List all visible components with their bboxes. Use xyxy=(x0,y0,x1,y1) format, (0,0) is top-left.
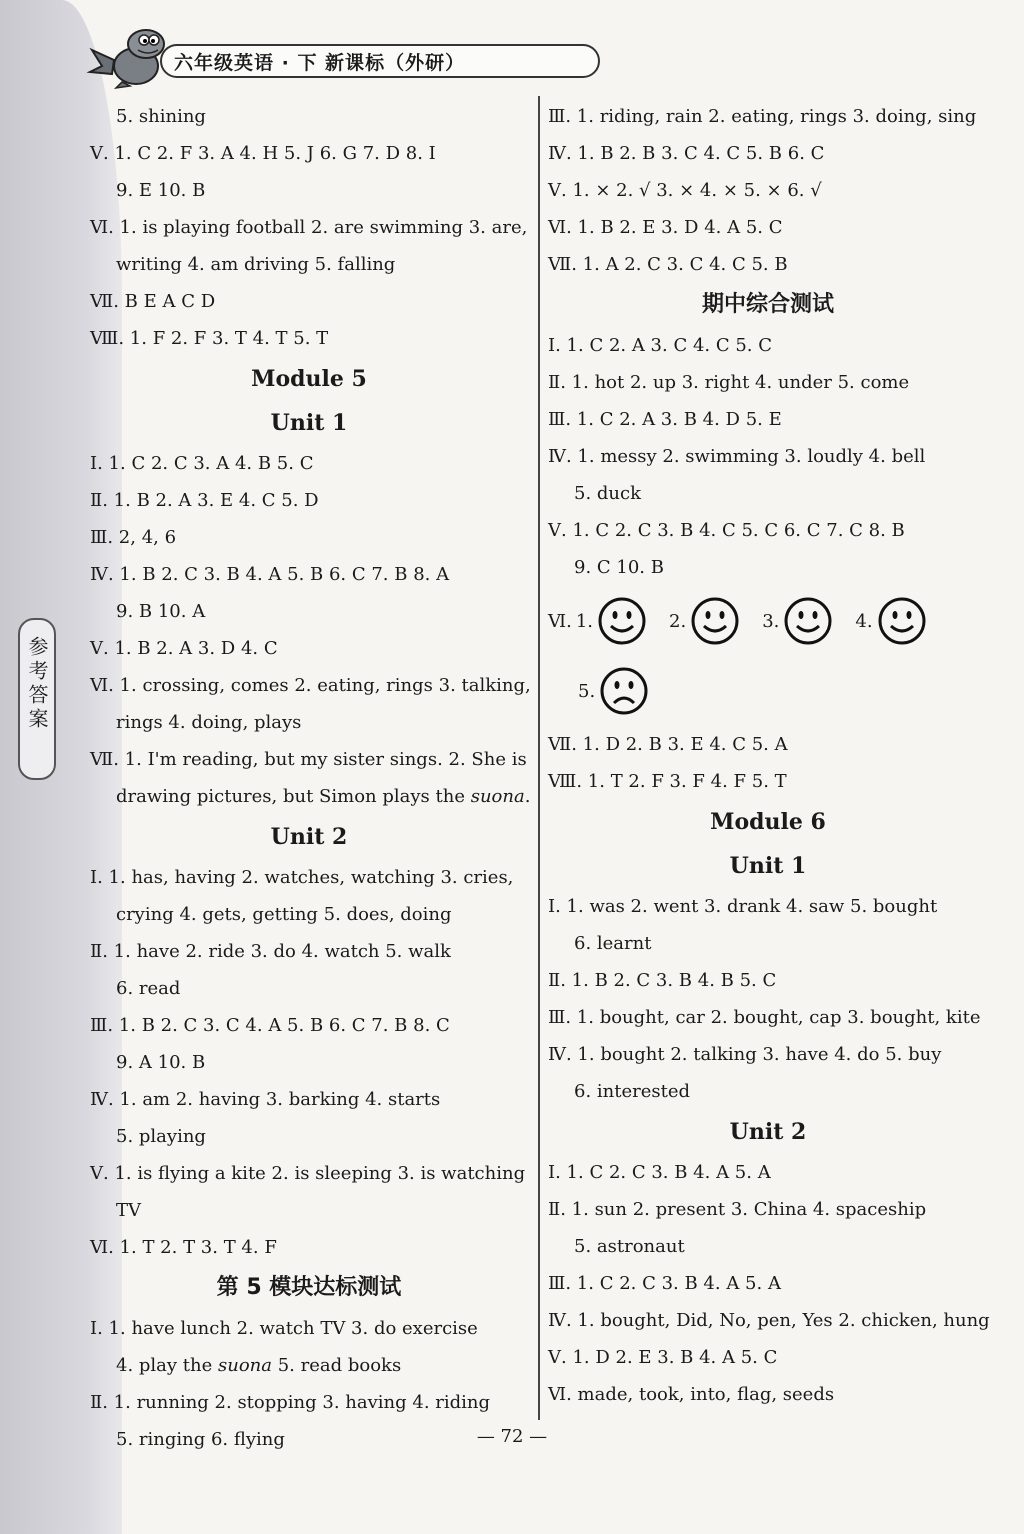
answer-line: 6. interested xyxy=(574,1081,691,1102)
answer-line: Ⅱ. 1. have 2. ride 3. do 4. watch 5. walk xyxy=(90,941,451,962)
answer-line: Ⅵ. made, took, into, flag, seeds xyxy=(548,1384,835,1405)
answer-line: Ⅱ. 1. B 2. A 3. E 4. C 5. D xyxy=(90,490,319,511)
answer-line: 9. C 10. B xyxy=(574,557,664,578)
answer-line: Ⅲ. 1. B 2. C 3. C 4. A 5. B 6. C 7. B 8. C xyxy=(90,1015,450,1036)
answer-line: Ⅴ. 1. D 2. E 3. B 4. A 5. C xyxy=(548,1347,778,1368)
answer-line: Ⅰ. 1. has, having 2. watches, watching 3. cries, xyxy=(90,867,514,888)
answer-line: TV xyxy=(116,1200,142,1221)
answer-line: Ⅶ. 1. A 2. C 3. C 4. C 5. B xyxy=(548,254,788,275)
answer-line: Ⅳ. 1. bought 2. talking 3. have 4. do 5. buy xyxy=(548,1044,942,1065)
answer-line: 5. shining xyxy=(116,106,206,127)
answer-line: Ⅵ. 1. crossing, comes 2. eating, rings 3. talking, xyxy=(90,675,531,696)
answer-line: Ⅱ. 1. running 2. stopping 3. having 4. riding xyxy=(90,1392,491,1413)
answer-line: Ⅴ. 1. C 2. C 3. B 4. C 5. C 6. C 7. C 8. B xyxy=(548,520,905,541)
side-tab-label: 参考答案 xyxy=(25,636,49,732)
answer-line: Ⅴ. 1. C 2. F 3. A 4. H 5. J 6. G 7. D 8. I xyxy=(90,143,436,164)
answer-line: 5. playing xyxy=(116,1126,206,1147)
module-heading: Module 5 xyxy=(251,366,367,392)
answer-line: Ⅷ. 1. F 2. F 3. T 4. T 5. T xyxy=(90,328,329,349)
unit-heading: Unit 1 xyxy=(270,410,348,436)
answer-line: 4. play the suona 5. read books xyxy=(116,1355,402,1376)
answer-line: Ⅱ. 1. B 2. C 3. B 4. B 5. C xyxy=(548,970,777,991)
face-item xyxy=(762,596,833,646)
answer-line: Ⅶ. 1. D 2. B 3. E 4. C 5. A xyxy=(548,734,788,755)
answer-line: writing 4. am driving 5. falling xyxy=(116,254,396,275)
column-divider xyxy=(538,96,540,1420)
answer-line: Ⅵ. 1. T 2. T 3. T 4. F xyxy=(90,1237,277,1258)
answer-line: Ⅶ. B E A C D xyxy=(90,291,216,312)
page-header xyxy=(86,40,526,84)
face-number: 3. xyxy=(762,610,780,632)
answer-line: Ⅳ. 1. am 2. having 3. barking 4. starts xyxy=(90,1089,441,1110)
happy-face-icon xyxy=(877,596,927,646)
right-column xyxy=(548,98,988,1413)
unit-heading: Unit 2 xyxy=(729,1119,807,1145)
answer-line: Ⅰ. 1. C 2. C 3. A 4. B 5. C xyxy=(90,453,314,474)
answer-line: 5. ringing 6. flying xyxy=(116,1429,285,1450)
side-tab xyxy=(18,618,56,780)
midterm-heading: 期中综合测试 xyxy=(701,292,834,317)
answer-line: Ⅳ. 1. messy 2. swimming 3. loudly 4. bell xyxy=(548,446,926,467)
face-item xyxy=(855,596,926,646)
answer-line: 6. read xyxy=(116,978,181,999)
answer-line: 5. duck xyxy=(574,483,641,504)
answer-line: Ⅴ. 1. × 2. √ 3. × 4. × 5. × 6. √ xyxy=(548,180,822,201)
answer-line: 6. learnt xyxy=(574,933,652,954)
happy-face-icon xyxy=(690,596,740,646)
answer-line: Ⅲ. 1. riding, rain 2. eating, rings 3. doing, sing xyxy=(548,106,977,127)
answer-line: Ⅴ. 1. is flying a kite 2. is sleeping 3. is watching xyxy=(90,1163,526,1184)
happy-face-icon xyxy=(783,596,833,646)
happy-face-icon xyxy=(597,596,647,646)
face-item xyxy=(669,596,740,646)
answer-line: 9. B 10. A xyxy=(116,601,206,622)
module-test-heading: 第 5 模块达标测试 xyxy=(216,1275,402,1300)
module-heading: Module 6 xyxy=(710,809,826,835)
answer-line: Ⅵ. 1. B 2. E 3. D 4. A 5. C xyxy=(548,217,783,238)
answer-line: Ⅰ. 1. C 2. A 3. C 4. C 5. C xyxy=(548,335,773,356)
answer-line: crying 4. gets, getting 5. does, doing xyxy=(116,904,452,925)
answer-line: Ⅷ. 1. T 2. F 3. F 4. F 5. T xyxy=(548,771,787,792)
faces-label: Ⅵ. xyxy=(548,610,572,632)
answer-line: Ⅰ. 1. C 2. C 3. B 4. A 5. A xyxy=(548,1162,771,1183)
answer-line: Ⅱ. 1. sun 2. present 3. China 4. spaceship xyxy=(548,1199,927,1220)
face-item xyxy=(578,666,649,716)
face-number: 2. xyxy=(669,610,687,632)
unit-heading: Unit 2 xyxy=(270,824,348,850)
sad-face-icon xyxy=(599,666,649,716)
face-number: 1. xyxy=(575,610,594,632)
face-item xyxy=(576,596,647,646)
answer-line: Ⅲ. 2, 4, 6 xyxy=(90,527,177,548)
answer-line: Ⅶ. 1. I'm reading, but my sister sings. 2. She is xyxy=(90,749,527,770)
answer-line: Ⅳ. 1. bought, Did, No, pen, Yes 2. chicken, hung xyxy=(548,1310,990,1331)
answer-line: drawing pictures, but Simon plays the suona. xyxy=(116,786,531,807)
unit-heading: Unit 1 xyxy=(729,853,807,879)
answer-line: 5. astronaut xyxy=(574,1236,685,1257)
answer-line: Ⅳ. 1. B 2. B 3. C 4. C 5. B 6. C xyxy=(548,143,825,164)
answer-line: Ⅳ. 1. B 2. C 3. B 4. A 5. B 6. C 7. B 8. A xyxy=(90,564,450,585)
face-number: 5. xyxy=(578,680,596,702)
answer-line: Ⅲ. 1. bought, car 2. bought, cap 3. bought, kite xyxy=(548,1007,981,1028)
answer-line: Ⅵ. 1. is playing football 2. are swimming 3. are, xyxy=(90,217,528,238)
answer-line: rings 4. doing, plays xyxy=(116,712,302,733)
page-number: — 72 — xyxy=(476,1426,548,1447)
answer-line: Ⅰ. 1. have lunch 2. watch TV 3. do exercise xyxy=(90,1318,478,1339)
faces-row xyxy=(548,656,988,726)
answer-line: 9. A 10. B xyxy=(116,1052,206,1073)
answer-line: 9. E 10. B xyxy=(116,180,206,201)
left-column xyxy=(90,98,531,1458)
answer-line: Ⅰ. 1. was 2. went 3. drank 4. saw 5. bought xyxy=(548,896,938,917)
faces-row xyxy=(548,586,988,656)
answer-line: Ⅱ. 1. hot 2. up 3. right 4. under 5. come xyxy=(548,372,910,393)
answer-line: Ⅲ. 1. C 2. A 3. B 4. D 5. E xyxy=(548,409,782,430)
book-title: 六年级英语 · 下 新课标（外研） xyxy=(160,44,600,78)
face-number: 4. xyxy=(855,610,873,632)
answer-line: Ⅲ. 1. C 2. C 3. B 4. A 5. A xyxy=(548,1273,781,1294)
dragon-mascot-icon xyxy=(86,20,172,90)
answer-line: Ⅴ. 1. B 2. A 3. D 4. C xyxy=(90,638,278,659)
